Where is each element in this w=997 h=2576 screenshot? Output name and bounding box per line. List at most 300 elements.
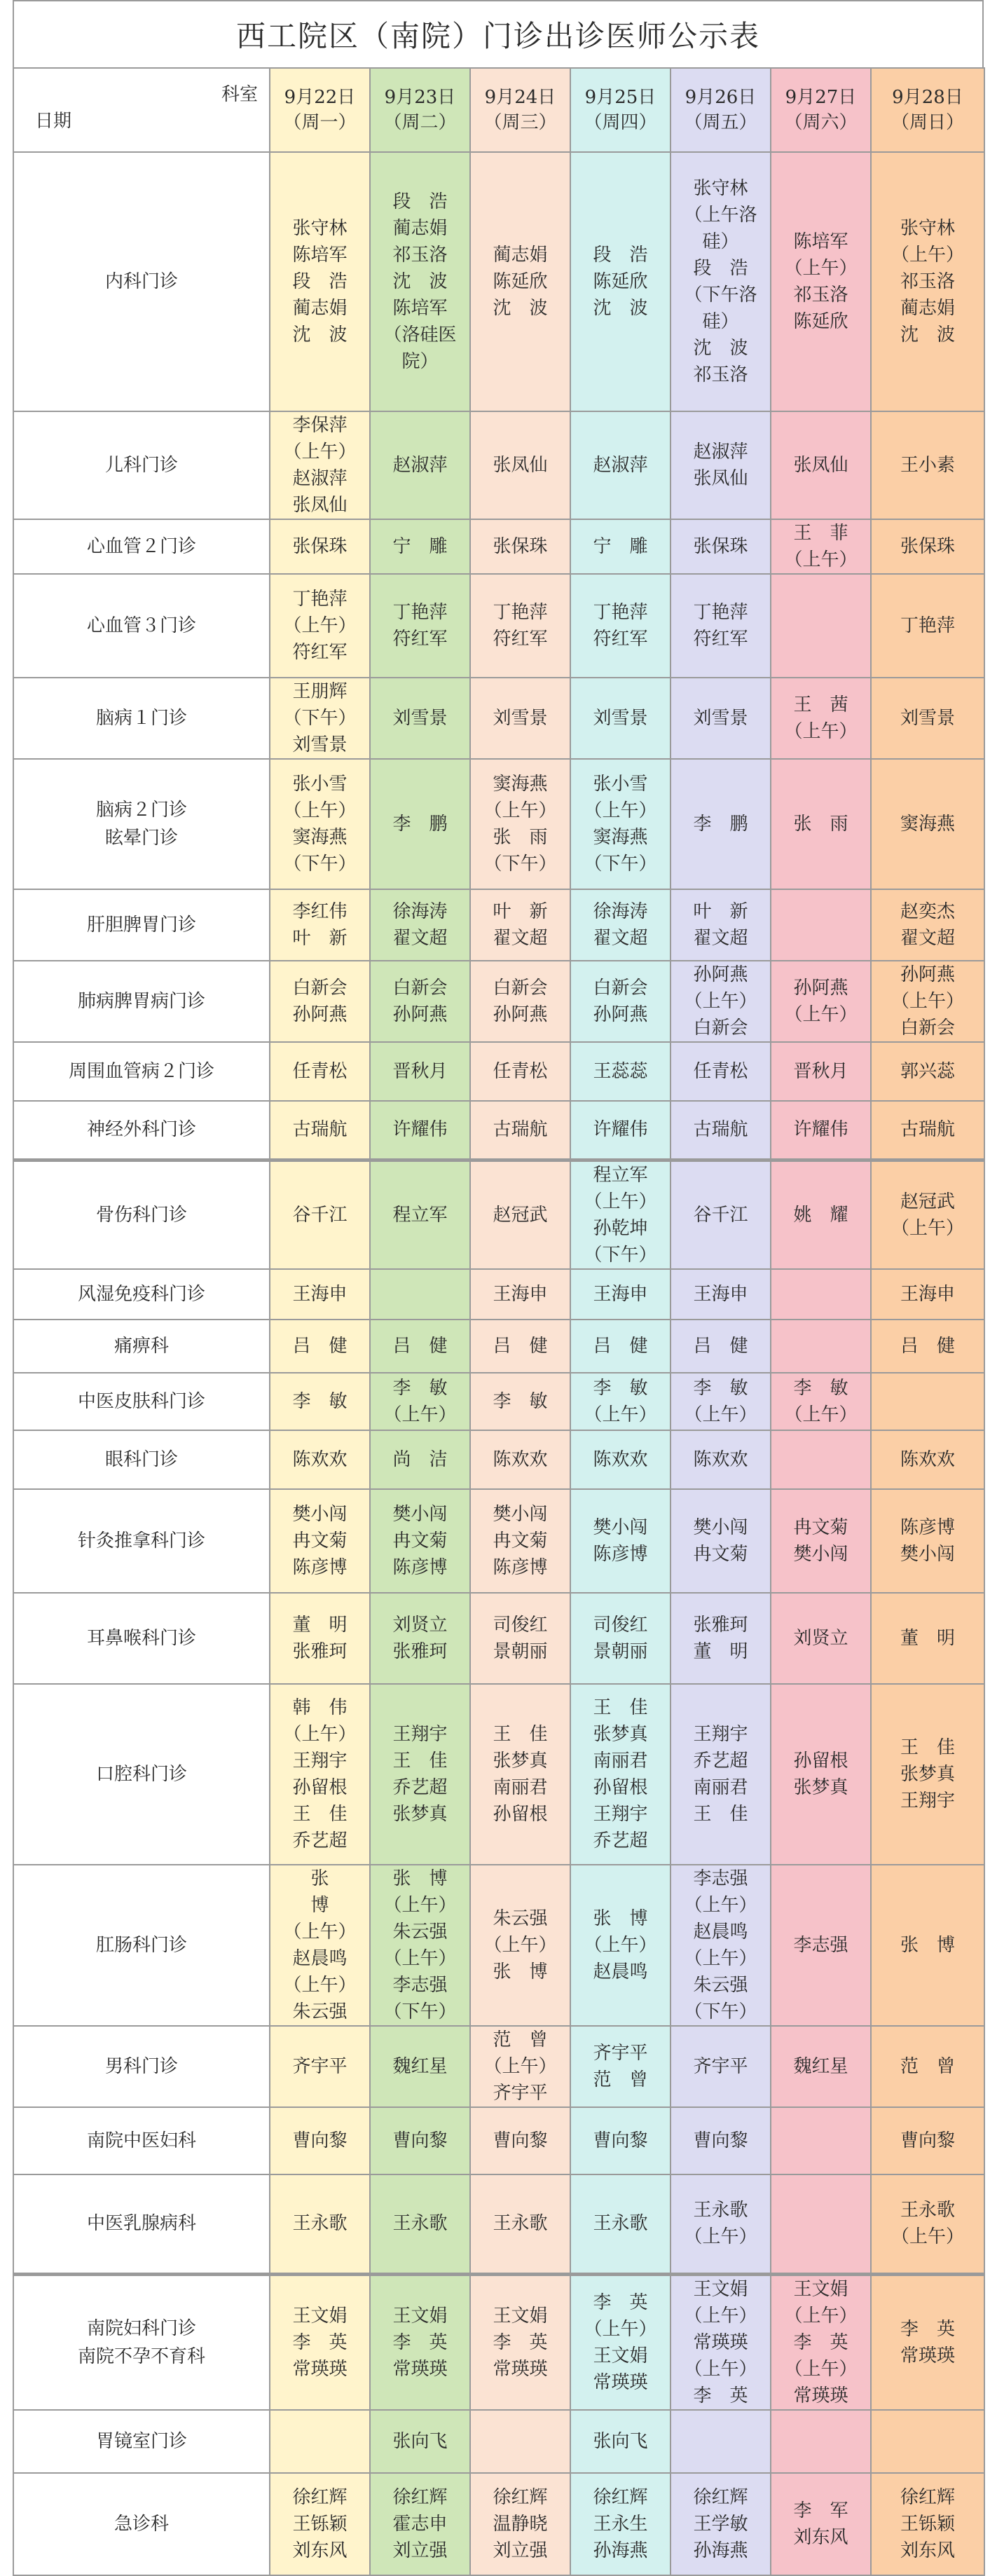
doctor-cell — [470, 1373, 570, 1430]
doctor-names: 赵淑萍 — [392, 455, 448, 476]
doctor-names: 蔺志娟 陈延欣 沈 波 — [493, 245, 548, 319]
schedule-row — [13, 1865, 984, 2026]
department-name: 脑病２门诊 眩晕门诊 — [95, 800, 187, 849]
doctor-names: 王 菲 （上午） — [784, 523, 858, 570]
doctor-cell — [270, 1373, 370, 1430]
department-name: 骨伤科门诊 — [95, 1204, 187, 1226]
doctor-names: 段 浩 陈延欣 沈 波 — [593, 245, 648, 319]
doctor-names: 李 鹏 — [392, 814, 448, 835]
doctor-names: 张保珠 — [292, 536, 348, 557]
doctor-cell — [771, 1320, 871, 1373]
doctor-cell — [771, 2274, 871, 2410]
day-weekday: （周五） — [684, 112, 757, 133]
doctor-names: 司俊红 景朝丽 — [493, 1615, 548, 1662]
doctor-cell — [871, 759, 984, 889]
doctor-names: 吕 健 — [593, 1336, 648, 1357]
doctor-names: 李志强 — [793, 1935, 848, 1956]
doctor-names: 宁 雕 — [593, 536, 648, 557]
doctor-names: 叶 新 翟文超 — [693, 901, 748, 949]
doctor-names: 吕 健 — [900, 1336, 955, 1357]
doctor-cell — [771, 2410, 871, 2473]
doctor-cell — [570, 1865, 671, 2026]
doctor-cell — [270, 1269, 370, 1320]
doctor-cell — [470, 889, 570, 961]
doctor-cell — [570, 1160, 671, 1269]
schedule-row — [13, 1593, 984, 1684]
doctor-cell — [871, 2274, 984, 2410]
department-name: 肺病脾胃病门诊 — [77, 991, 205, 1012]
doctor-names: 赵冠武 （上午） — [891, 1191, 964, 1239]
day-header — [470, 68, 570, 152]
doctor-cell — [871, 2174, 984, 2274]
doctor-names: 王 茜 （上午） — [784, 694, 858, 742]
doctor-names: 徐红辉 王学敏 孙海燕 — [693, 2486, 748, 2561]
doctor-cell — [671, 2174, 771, 2274]
doctor-names: 曹向黎 — [292, 2130, 348, 2151]
doctor-cell — [771, 1101, 871, 1160]
doctor-names: 韩 伟 （上午） 王翔宇 孙留根 王 佳 乔艺超 — [283, 1697, 357, 1851]
doctor-names: 徐红辉 温静晓 刘立强 — [493, 2486, 548, 2561]
doctor-cell — [871, 2107, 984, 2174]
department-cell — [13, 574, 270, 678]
schedule-row — [13, 678, 984, 759]
doctor-names: 刘雪景 — [392, 708, 448, 729]
department-name: 男科门诊 — [104, 2056, 178, 2077]
doctor-cell — [771, 574, 871, 678]
department-cell — [13, 2174, 270, 2274]
doctor-names: 王翔宇 王 佳 乔艺超 张梦真 — [392, 1724, 448, 1825]
doctor-names: 刘雪景 — [693, 708, 748, 729]
doctor-cell — [671, 2026, 771, 2107]
doctor-cell — [270, 1160, 370, 1269]
doctor-names: 张雅珂 董 明 — [693, 1615, 748, 1662]
doctor-names: 冉文菊 樊小闯 — [793, 1517, 848, 1565]
department-name: 痛痹科 — [114, 1336, 169, 1357]
doctor-cell — [871, 574, 984, 678]
doctor-names: 张保珠 — [693, 536, 748, 557]
doctor-cell — [771, 1160, 871, 1269]
doctor-cell — [771, 1593, 871, 1684]
doctor-cell — [270, 1430, 370, 1489]
doctor-cell — [771, 2473, 871, 2575]
doctor-names: 王永歌 （上午） — [891, 2200, 964, 2248]
doctor-cell — [871, 1269, 984, 1320]
doctor-cell — [370, 2026, 470, 2107]
department-cell — [13, 1489, 270, 1593]
doctor-cell — [270, 1593, 370, 1684]
doctor-names: 宁 雕 — [392, 536, 448, 557]
doctor-cell — [470, 678, 570, 759]
doctor-cell — [470, 1684, 570, 1865]
department-cell — [13, 1101, 270, 1160]
doctor-names: 陈欢欢 — [292, 1449, 348, 1470]
doctor-cell — [470, 411, 570, 519]
doctor-names: 晋秋月 — [793, 1061, 848, 1082]
doctor-cell — [470, 2026, 570, 2107]
doctor-cell — [570, 961, 671, 1042]
doctor-cell — [570, 411, 671, 519]
doctor-cell — [570, 678, 671, 759]
doctor-cell — [771, 1430, 871, 1489]
doctor-cell — [671, 1865, 771, 2026]
doctor-cell — [370, 2107, 470, 2174]
doctor-names: 王翔宇 乔艺超 南丽君 王 佳 — [693, 1724, 748, 1825]
doctor-names: 王 佳 张梦真 南丽君 孙留根 — [493, 1724, 548, 1825]
doctor-cell — [771, 889, 871, 961]
doctor-names: 范 曾 — [900, 2056, 955, 2077]
doctor-cell — [771, 759, 871, 889]
schedule-row — [13, 2473, 984, 2575]
schedule-row — [13, 1373, 984, 1430]
doctor-names: 曹向黎 — [392, 2130, 448, 2151]
doctor-names: 李 敏 （上午） — [383, 1378, 457, 1425]
doctor-cell — [370, 1593, 470, 1684]
doctor-names: 张 博 （上午） 朱云强 （上午） 李志强 （下午） — [383, 1868, 457, 2022]
doctor-cell — [771, 2174, 871, 2274]
day-header — [270, 68, 370, 152]
doctor-names: 张守林 陈培军 段 浩 蔺志娟 沈 波 — [292, 218, 348, 345]
doctor-cell — [871, 2410, 984, 2473]
doctor-names: 樊小闯 冉文菊 陈彦博 — [292, 1504, 348, 1578]
doctor-names: 刘贤立 — [793, 1628, 848, 1649]
doctor-names: 王永歌 — [392, 2213, 448, 2235]
schedule-row — [13, 2274, 984, 2410]
doctor-names: 王文娟 李 英 常瑛瑛 — [392, 2305, 448, 2380]
doctor-names: 张保珠 — [493, 536, 548, 557]
doctor-cell — [570, 889, 671, 961]
day-weekday: （周日） — [891, 112, 964, 133]
doctor-names: 白新会 孙阿燕 — [392, 978, 448, 1025]
page-title: 西工院区（南院）门诊出诊医师公示表 — [13, 0, 984, 67]
doctor-cell — [570, 1269, 671, 1320]
doctor-cell — [671, 1489, 771, 1593]
doctor-cell — [270, 961, 370, 1042]
day-date: 9月28日 — [892, 87, 963, 108]
doctor-names: 曹向黎 — [493, 2130, 548, 2151]
doctor-cell — [270, 411, 370, 519]
doctor-cell — [771, 1373, 871, 1430]
doctor-cell — [871, 1430, 984, 1489]
schedule-row — [13, 1320, 984, 1373]
doctor-names: 程立军 （上午） 孙乾坤 （下午） — [584, 1164, 657, 1266]
doctor-names: 许耀伟 — [392, 1119, 448, 1141]
doctor-cell — [771, 152, 871, 411]
doctor-names: 姚 耀 — [793, 1204, 848, 1226]
doctor-cell — [570, 519, 671, 574]
department-name: 中医乳腺病科 — [86, 2213, 196, 2235]
doctor-names: 陈培军 （上午） 祁玉洛 陈延欣 — [784, 231, 858, 332]
doctor-names: 程立军 — [392, 1204, 448, 1226]
department-name: 风湿免疫科门诊 — [77, 1284, 205, 1305]
doctor-names: 许耀伟 — [593, 1119, 648, 1141]
schedule-row — [13, 1042, 984, 1101]
doctor-cell — [470, 2410, 570, 2473]
doctor-cell — [671, 1684, 771, 1865]
doctor-cell — [570, 574, 671, 678]
doctor-cell — [871, 1489, 984, 1593]
doctor-cell — [270, 2026, 370, 2107]
schedule-row — [13, 152, 984, 411]
doctor-cell — [871, 411, 984, 519]
doctor-names: 张守林 （上午） 祁玉洛 蔺志娟 沈 波 — [891, 218, 964, 345]
doctor-cell — [270, 2410, 370, 2473]
day-date: 9月27日 — [785, 87, 857, 108]
department-name: 耳鼻喉科门诊 — [86, 1628, 196, 1649]
department-name: 针灸推拿科门诊 — [77, 1530, 205, 1551]
doctor-cell — [771, 1042, 871, 1101]
department-cell — [13, 2410, 270, 2473]
doctor-cell — [370, 411, 470, 519]
doctor-cell — [771, 411, 871, 519]
doctor-cell — [370, 519, 470, 574]
doctor-names: 王文娟 李 英 常瑛瑛 — [493, 2305, 548, 2380]
doctor-names: 李 英 （上午） 王文娟 常瑛瑛 — [584, 2291, 657, 2393]
doctor-cell — [570, 2026, 671, 2107]
doctor-names: 朱云强 （上午） 张 博 — [483, 1908, 557, 1982]
department-name: 眼科门诊 — [104, 1449, 178, 1470]
doctor-cell — [570, 1042, 671, 1101]
doctor-cell — [370, 1160, 470, 1269]
department-cell — [13, 2473, 270, 2575]
doctor-cell — [470, 1865, 570, 2026]
department-cell — [13, 1430, 270, 1489]
doctor-names: 李 敏 （上午） — [584, 1378, 657, 1425]
doctor-cell — [671, 2410, 771, 2473]
doctor-names: 赵冠武 — [493, 1204, 548, 1226]
doctor-names: 刘贤立 张雅珂 — [392, 1615, 448, 1662]
day-header — [671, 68, 771, 152]
doctor-cell — [671, 889, 771, 961]
doctor-names: 董 明 张雅珂 — [292, 1615, 348, 1662]
doctor-cell — [470, 1269, 570, 1320]
doctor-cell — [270, 1042, 370, 1101]
doctor-names: 齐宇平 范 曾 — [593, 2043, 648, 2090]
doctor-names: 张 博 （上午） 赵晨鸣 — [584, 1908, 657, 1982]
department-name: 口腔科门诊 — [95, 1764, 187, 1785]
department-cell — [13, 961, 270, 1042]
doctor-names: 王海申 — [693, 1284, 748, 1305]
doctor-cell — [470, 574, 570, 678]
doctor-names: 王海申 — [593, 1284, 648, 1305]
doctor-cell — [671, 961, 771, 1042]
doctor-names: 曹向黎 — [693, 2130, 748, 2151]
department-name: 急诊科 — [114, 2513, 169, 2535]
doctor-cell — [671, 411, 771, 519]
department-cell — [13, 1160, 270, 1269]
doctor-names: 陈欢欢 — [900, 1449, 955, 1470]
doctor-names: 董 明 — [900, 1628, 955, 1649]
doctor-cell — [771, 1865, 871, 2026]
doctor-names: 古瑞航 — [693, 1119, 748, 1141]
doctor-names: 李 军 刘东风 — [793, 2500, 848, 2548]
doctor-names: 徐红辉 王铄颖 刘东风 — [900, 2486, 955, 2561]
doctor-names: 李 英 常瑛瑛 — [900, 2318, 955, 2366]
doctor-cell — [270, 678, 370, 759]
doctor-cell — [871, 889, 984, 961]
doctor-names: 王文娟 （上午） 李 英 （上午） 常瑛瑛 — [784, 2278, 858, 2406]
doctor-cell — [270, 1865, 370, 2026]
doctor-cell — [470, 519, 570, 574]
schedule-row — [13, 1430, 984, 1489]
doctor-cell — [470, 759, 570, 889]
doctor-names: 段 浩 蔺志娟 祁玉洛 沈 波 陈培军 （洛硅医 院） — [383, 191, 457, 372]
doctor-cell — [771, 1269, 871, 1320]
doctor-cell — [771, 961, 871, 1042]
doctor-names: 司俊红 景朝丽 — [593, 1615, 648, 1662]
schedule-row — [13, 574, 984, 678]
doctor-names: 王海申 — [292, 1284, 348, 1305]
doctor-names: 曹向黎 — [900, 2130, 955, 2151]
department-name: 肛肠科门诊 — [95, 1935, 187, 1956]
doctor-names: 王文娟 李 英 常瑛瑛 — [292, 2305, 348, 2380]
schedule-row — [13, 1269, 984, 1320]
doctor-cell — [771, 519, 871, 574]
doctor-names: 吕 健 — [693, 1336, 748, 1357]
doctor-names: 任青松 — [693, 1061, 748, 1082]
day-date: 9月22日 — [284, 87, 356, 108]
doctor-cell — [771, 1684, 871, 1865]
doctor-cell — [570, 1684, 671, 1865]
doctor-names: 王朋辉 （下午） 刘雪景 — [283, 681, 357, 755]
doctor-cell — [871, 2026, 984, 2107]
doctor-names: 魏红星 — [392, 2056, 448, 2077]
doctor-cell — [671, 2274, 771, 2410]
schedule-row — [13, 1101, 984, 1160]
doctor-names: 王永歌 （上午） — [684, 2200, 757, 2248]
department-cell — [13, 1593, 270, 1684]
department-name: 南院妇科门诊 南院不孕不育科 — [77, 2317, 205, 2367]
doctor-names: 徐红辉 王永生 孙海燕 — [593, 2486, 648, 2561]
doctor-names: 王小素 — [900, 455, 955, 476]
doctor-names: 张 博 — [900, 1935, 955, 1956]
doctor-names: 谷千江 — [693, 1204, 748, 1226]
doctor-cell — [671, 759, 771, 889]
doctor-cell — [370, 1865, 470, 2026]
doctor-cell — [871, 1160, 984, 1269]
doctor-names: 张 雨 — [793, 814, 848, 835]
department-name: 周围血管病２门诊 — [68, 1061, 214, 1082]
schedule-row — [13, 2174, 984, 2274]
doctor-names: 李志强 （上午） 赵晨鸣 （上午） 朱云强 （下午） — [684, 1868, 757, 2022]
doctor-cell — [671, 1269, 771, 1320]
department-name: 脑病１门诊 — [95, 708, 187, 729]
doctor-names: 徐海涛 翟文超 — [593, 901, 648, 949]
doctor-names: 张 博 （上午） 赵晨鸣 （上午） 朱云强 — [283, 1868, 357, 2022]
doctor-names: 赵淑萍 张凤仙 — [693, 441, 748, 489]
doctor-cell — [671, 152, 771, 411]
doctor-cell — [570, 152, 671, 411]
doctor-names: 李 敏 （上午） — [684, 1378, 757, 1425]
schedule-body — [13, 152, 984, 2575]
doctor-cell — [370, 2274, 470, 2410]
doctor-cell — [570, 759, 671, 889]
doctor-names: 王永歌 — [593, 2213, 648, 2235]
doctor-names: 孙阿燕 （上午） 白新会 — [891, 964, 964, 1039]
doctor-names: 范 曾 （上午） 齐宇平 — [483, 2029, 557, 2104]
department-cell — [13, 1373, 270, 1430]
doctor-names: 李 敏 — [493, 1391, 548, 1412]
doctor-cell — [270, 1489, 370, 1593]
doctor-cell — [370, 2473, 470, 2575]
doctor-names: 曹向黎 — [593, 2130, 648, 2151]
department-cell — [13, 411, 270, 519]
doctor-cell — [570, 2107, 671, 2174]
doctor-names: 张保珠 — [900, 536, 955, 557]
day-date: 9月23日 — [384, 87, 456, 108]
doctor-names: 郭兴蕊 — [900, 1061, 955, 1082]
doctor-cell — [570, 1101, 671, 1160]
doctor-cell — [370, 1373, 470, 1430]
doctor-names: 李 敏 — [292, 1391, 348, 1412]
doctor-cell — [871, 1865, 984, 2026]
doctor-cell — [270, 2174, 370, 2274]
doctor-names: 陈欢欢 — [693, 1449, 748, 1470]
department-name: 肝胆脾胃门诊 — [86, 914, 196, 936]
doctor-names: 樊小闯 冉文菊 — [693, 1517, 748, 1565]
doctor-cell — [671, 574, 771, 678]
doctor-cell — [671, 1160, 771, 1269]
department-cell — [13, 519, 270, 574]
doctor-names: 王永歌 — [292, 2213, 348, 2235]
schedule-row — [13, 2107, 984, 2174]
doctor-cell — [270, 1101, 370, 1160]
doctor-cell — [370, 1320, 470, 1373]
schedule-row — [13, 2410, 984, 2473]
doctor-names: 张向飞 — [392, 2430, 448, 2452]
doctor-names: 王文娟 （上午） 常瑛瑛 （上午） 李 英 — [684, 2278, 757, 2406]
doctor-cell — [671, 1320, 771, 1373]
doctor-cell — [671, 1430, 771, 1489]
doctor-cell — [570, 1373, 671, 1430]
doctor-cell — [570, 1320, 671, 1373]
doctor-cell — [370, 1430, 470, 1489]
doctor-names: 徐红辉 霍志申 刘立强 — [392, 2486, 448, 2561]
doctor-cell — [370, 152, 470, 411]
doctor-cell — [370, 574, 470, 678]
doctor-names: 张小雪 （上午） 窦海燕 （下午） — [283, 774, 357, 875]
doctor-cell — [671, 2473, 771, 2575]
doctor-names: 尚 洁 — [392, 1449, 448, 1470]
doctor-names: 古瑞航 — [493, 1119, 548, 1141]
doctor-names: 赵奕杰 翟文超 — [900, 901, 955, 949]
department-cell — [13, 759, 270, 889]
doctor-cell — [370, 1101, 470, 1160]
doctor-cell — [671, 1373, 771, 1430]
department-cell — [13, 1269, 270, 1320]
doctor-cell — [270, 2473, 370, 2575]
doctor-cell — [470, 1160, 570, 1269]
doctor-names: 丁艳萍 符红军 — [493, 602, 548, 650]
doctor-cell — [370, 1489, 470, 1593]
doctor-names: 张凤仙 — [793, 455, 848, 476]
doctor-names: 李保萍 （上午） 赵淑萍 张凤仙 — [283, 415, 357, 516]
doctor-names: 齐宇平 — [292, 2056, 348, 2077]
doctor-cell — [270, 2274, 370, 2410]
department-name: 心血管３门诊 — [86, 615, 196, 636]
doctor-names: 李 鹏 — [693, 814, 748, 835]
department-cell — [13, 2107, 270, 2174]
doctor-cell — [871, 678, 984, 759]
department-cell — [13, 2026, 270, 2107]
doctor-cell — [871, 2473, 984, 2575]
doctor-cell — [570, 1430, 671, 1489]
doctor-cell — [370, 2174, 470, 2274]
doctor-names: 陈彦博 樊小闯 — [900, 1517, 955, 1565]
doctor-cell — [470, 2274, 570, 2410]
doctor-cell — [470, 961, 570, 1042]
day-weekday: （周二） — [383, 112, 457, 133]
doctor-cell — [771, 2026, 871, 2107]
